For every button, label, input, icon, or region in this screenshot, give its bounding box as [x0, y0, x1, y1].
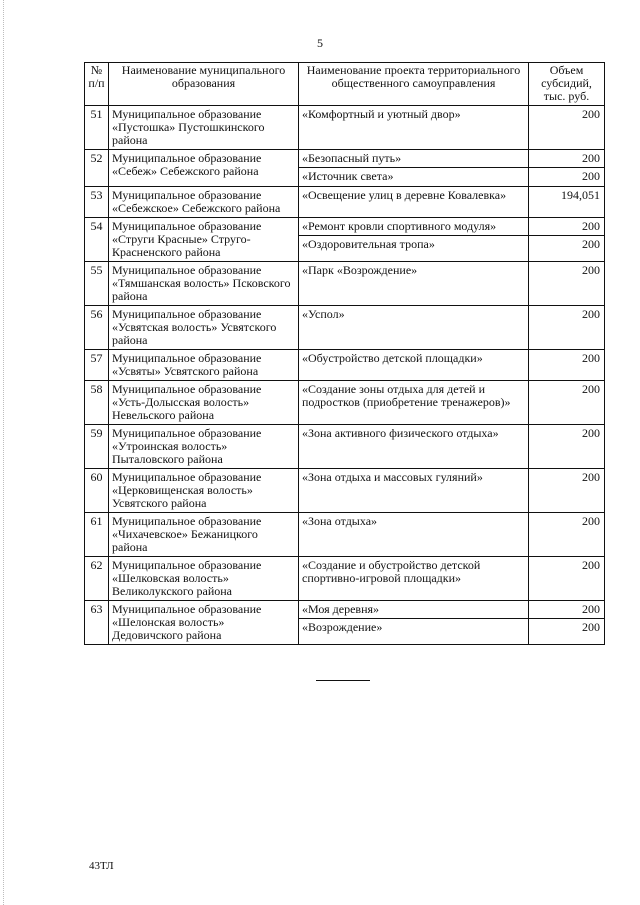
municipality-name: Муниципальное образование «Струги Красные» Струго-Красненского района: [109, 218, 299, 262]
project-name: «Зона отдыха и массовых гуляний»: [299, 469, 529, 513]
table-row: [85, 306, 605, 350]
scan-edge-line: [3, 0, 4, 905]
project-name: «Успол»: [299, 306, 529, 350]
subsidy-amount: 200: [582, 219, 600, 233]
subsidy-amount: 200: [529, 235, 604, 254]
project-name: «Оздоровительная тропа»: [299, 235, 528, 254]
row-number: 53: [85, 187, 109, 218]
table-row: [85, 381, 605, 425]
project-name: «Ремонт кровли спортивного модуля»: [302, 219, 497, 233]
row-number: 55: [85, 262, 109, 306]
municipality-name: Муниципальное образование «Усвяты» Усвятского района: [109, 350, 299, 381]
project-name: «Парк «Возрождение»: [299, 262, 529, 306]
subsidy-amount: 200: [529, 425, 605, 469]
project-name: «Возрождение»: [299, 618, 528, 637]
table-row: [85, 425, 605, 469]
project-list: [299, 150, 529, 187]
row-number: 60: [85, 469, 109, 513]
footer-code: 43ТЛ: [89, 860, 114, 872]
table-row: [85, 106, 605, 150]
table-row: [85, 262, 605, 306]
project-list: [299, 218, 529, 262]
municipality-name: Муниципальное образование «Усвятская волость» Усвятского района: [109, 306, 299, 350]
municipality-name: Муниципальное образование «Себежское» Себежского района: [109, 187, 299, 218]
subsidy-amount: 200: [529, 167, 604, 186]
subsidy-amount: 200: [529, 350, 605, 381]
row-number: 59: [85, 425, 109, 469]
table-row: [85, 557, 605, 601]
subsidy-amount: 200: [582, 151, 600, 165]
header-municipality: Наименование муниципального образования: [109, 63, 299, 106]
project-name: «Моя деревня»: [302, 602, 380, 616]
municipality-name: Муниципальное образование «Утроинская волость» Пыталовского района: [109, 425, 299, 469]
subsidy-amount: 200: [582, 602, 600, 616]
header-amount: Объем субсидий, тыс. руб.: [529, 63, 605, 106]
subsidy-amount: 200: [529, 306, 605, 350]
municipality-name: Муниципальное образование «Шелковская волость» Великолукского района: [109, 557, 299, 601]
closing-rule: [316, 680, 370, 681]
row-number: 56: [85, 306, 109, 350]
table-row: [85, 469, 605, 513]
municipality-name: Муниципальное образование «Шелонская волость» Дедовичского района: [109, 601, 299, 645]
project-name: «Обустройство детской площадки»: [299, 350, 529, 381]
subsidy-amount: 200: [529, 557, 605, 601]
subsidy-amount: 194,051: [529, 187, 605, 218]
table-header-row: [85, 63, 605, 106]
table-body: [85, 106, 605, 645]
amount-list: [529, 150, 605, 187]
header-num: № п/п: [85, 63, 109, 106]
project-name: «Создание и обустройство детской спортивно-игровой площадки»: [299, 557, 529, 601]
municipality-name: Муниципальное образование «Чихачевское» Бежаницкого района: [109, 513, 299, 557]
table-row: [85, 513, 605, 557]
subsidy-amount: 200: [529, 469, 605, 513]
row-number: 54: [85, 218, 109, 262]
table-row: [85, 150, 605, 187]
subsidy-table: [84, 62, 605, 645]
project-name: «Зона активного физического отдыха»: [299, 425, 529, 469]
project-name: «Комфортный и уютный двор»: [299, 106, 529, 150]
project-name: «Безопасный путь»: [302, 151, 402, 165]
municipality-name: Муниципальное образование «Тямшанская волость» Псковского района: [109, 262, 299, 306]
subsidy-amount: 200: [529, 618, 604, 637]
table-row: [85, 187, 605, 218]
row-number: 52: [85, 150, 109, 187]
project-name: «Освещение улиц в деревне Ковалевка»: [299, 187, 529, 218]
table-row: [85, 218, 605, 262]
municipality-name: Муниципальное образование «Церковищенская волость» Усвятского района: [109, 469, 299, 513]
amount-list: [529, 218, 605, 262]
header-project: Наименование проекта территориального общественного самоуправления: [299, 63, 529, 106]
row-number: 51: [85, 106, 109, 150]
municipality-name: Муниципальное образование «Себеж» Себежского района: [109, 150, 299, 187]
table-row: [85, 350, 605, 381]
municipality-name: Муниципальное образование «Пустошка» Пустошкинского района: [109, 106, 299, 150]
row-number: 57: [85, 350, 109, 381]
table-row: [85, 601, 605, 645]
project-list: [299, 601, 529, 645]
row-number: 58: [85, 381, 109, 425]
subsidy-amount: 200: [529, 262, 605, 306]
municipality-name: Муниципальное образование «Усть-Долысская волость» Невельского района: [109, 381, 299, 425]
project-name: «Источник света»: [299, 167, 528, 186]
page-number: 5: [317, 36, 323, 50]
row-number: 63: [85, 601, 109, 645]
subsidy-amount: 200: [529, 381, 605, 425]
row-number: 62: [85, 557, 109, 601]
row-number: 61: [85, 513, 109, 557]
project-name: «Зона отдыха»: [299, 513, 529, 557]
subsidy-amount: 200: [529, 513, 605, 557]
project-name: «Создание зоны отдыха для детей и подростков (приобретение тренажеров)»: [299, 381, 529, 425]
subsidy-amount: 200: [529, 106, 605, 150]
amount-list: [529, 601, 605, 645]
